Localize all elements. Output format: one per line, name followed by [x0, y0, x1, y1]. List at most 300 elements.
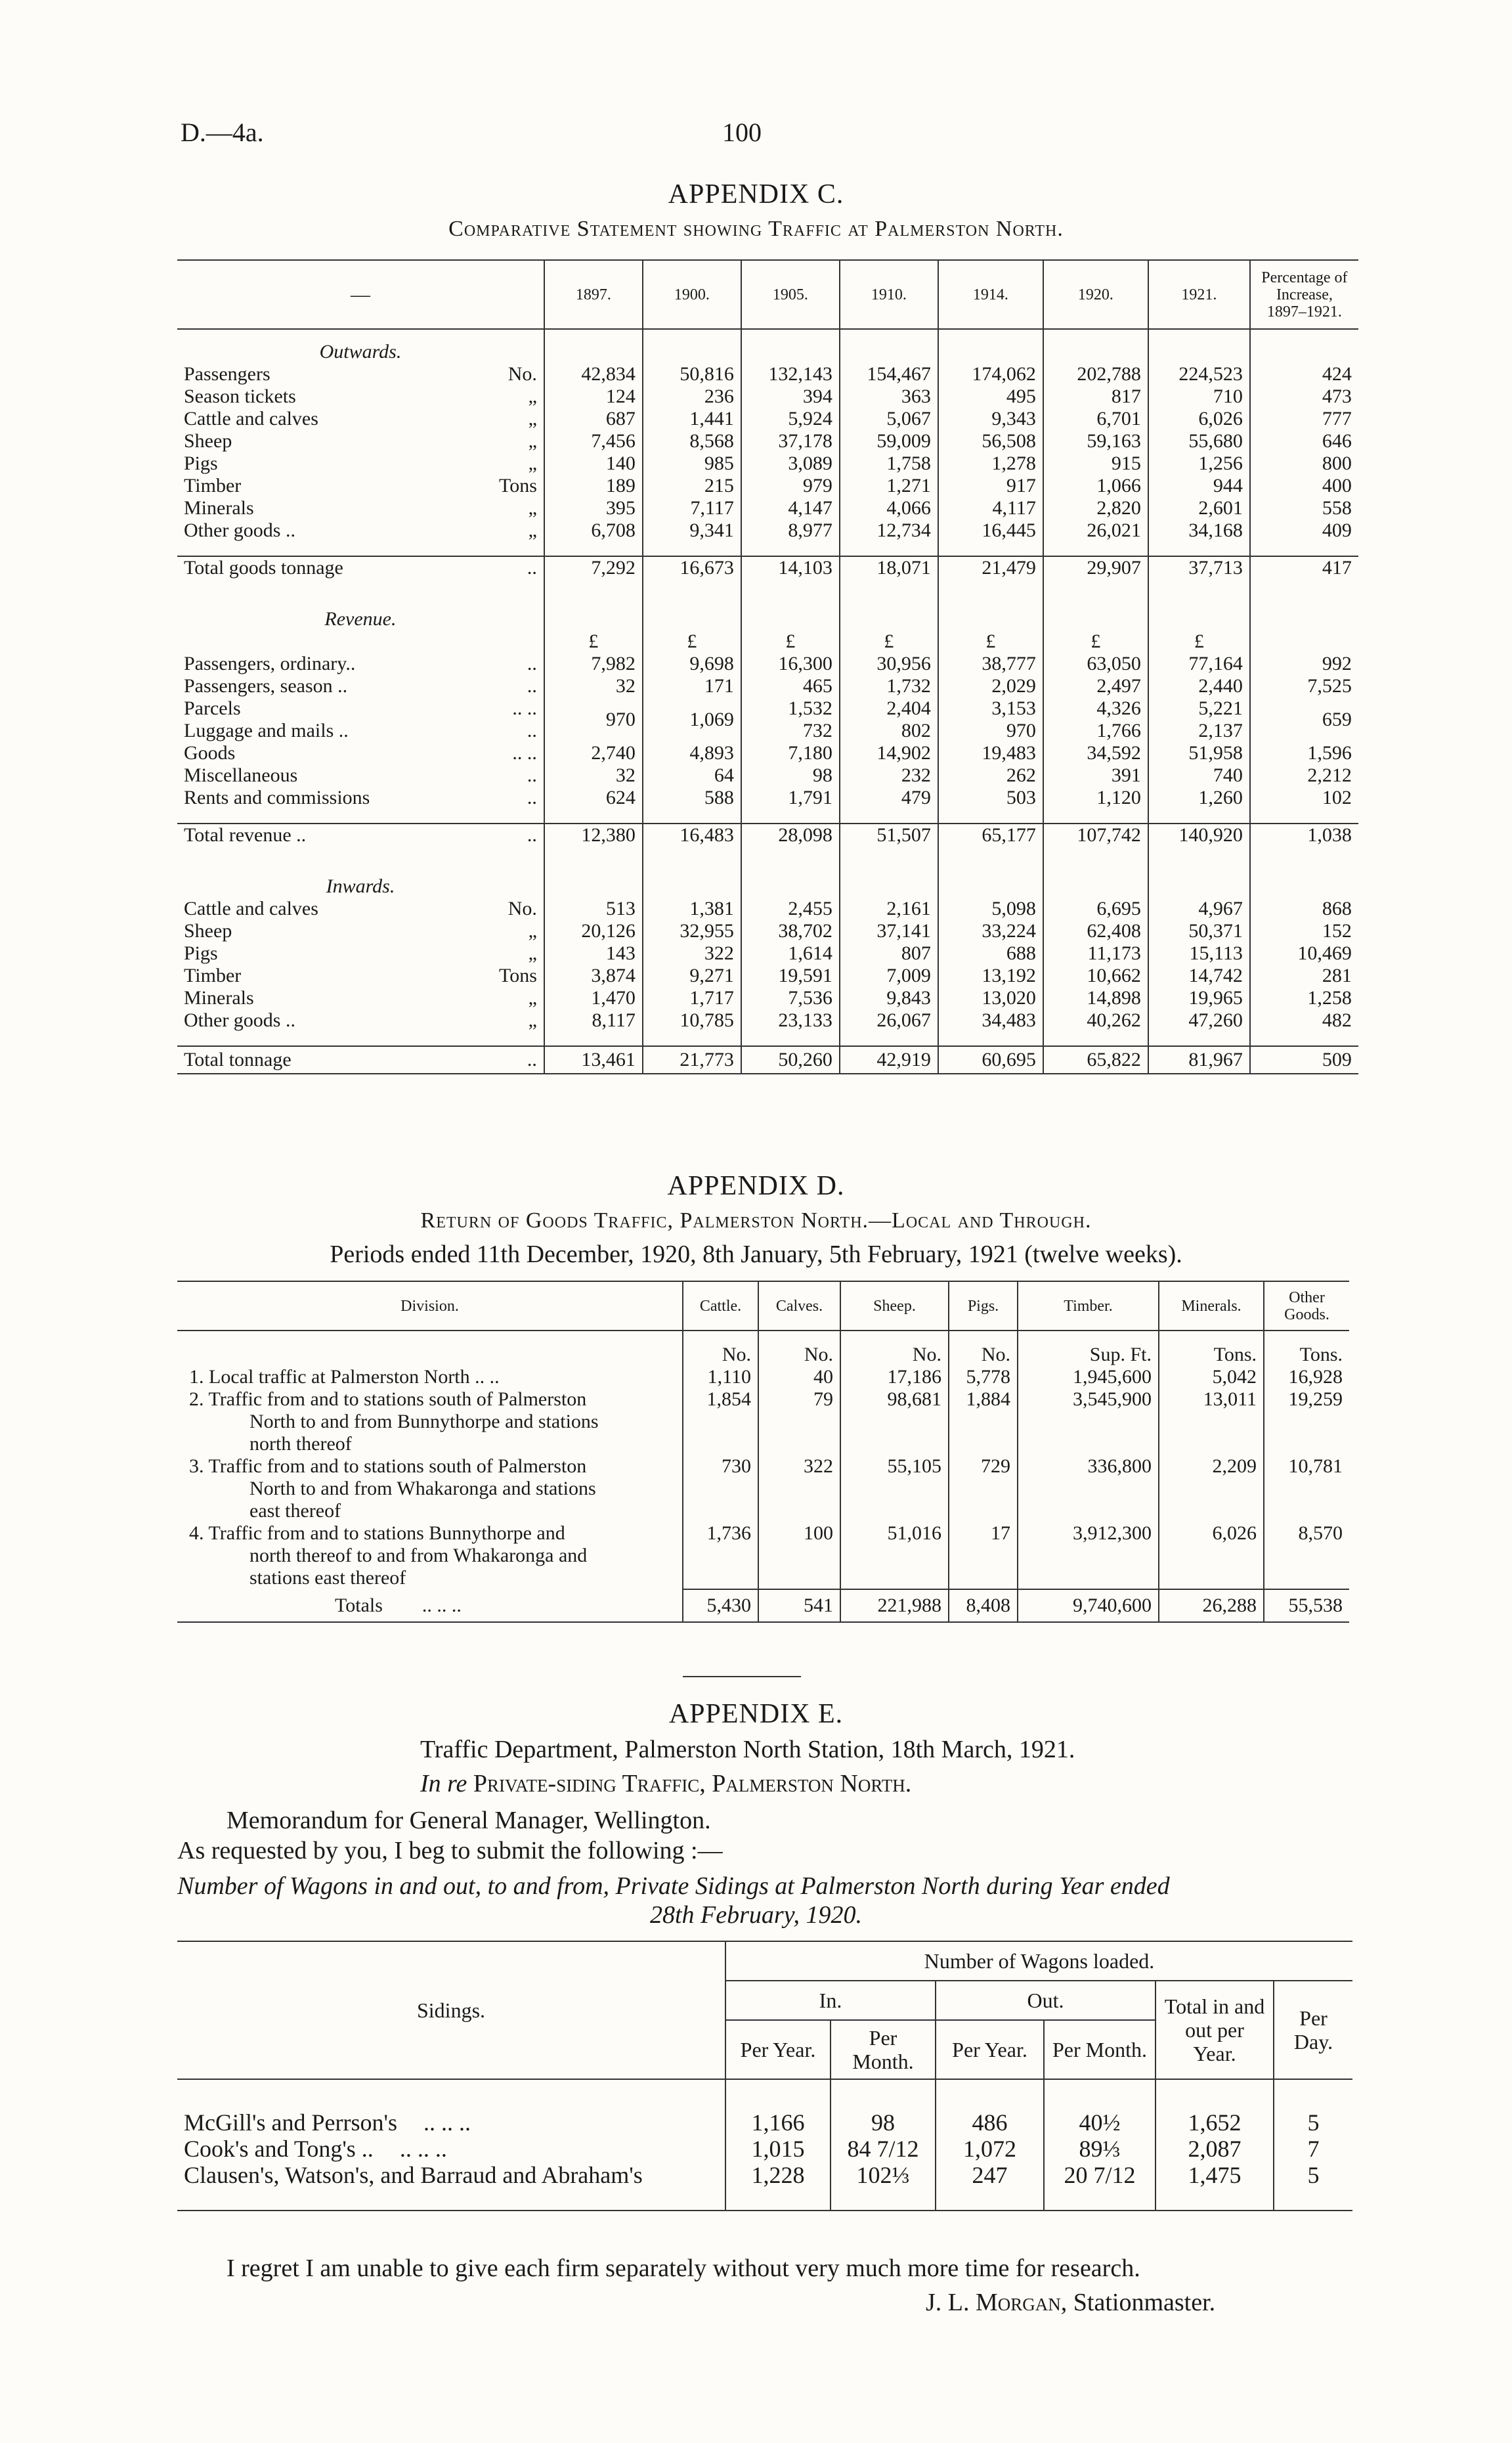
spacer-row [177, 542, 1358, 556]
cell-value: 1,596 [1250, 742, 1358, 764]
cell-value: 7 [1274, 2136, 1352, 2162]
cell-value: 19,965 [1148, 987, 1250, 1009]
unit-label: No. [949, 1344, 1018, 1366]
cell-value: 10,469 [1250, 942, 1358, 965]
revenue-row [177, 742, 1358, 764]
cell-value: 14,898 [1043, 987, 1148, 1009]
cell-value: 51,958 [1148, 742, 1250, 764]
appendix-d-table-wrapper [177, 1281, 1349, 1623]
cell-value: 2,740 [544, 742, 643, 764]
row-unit: No. [508, 363, 537, 385]
cell-value: 915 [1043, 452, 1148, 475]
cell-value: 2,440 [1148, 675, 1250, 697]
cell-value: 817 [1043, 385, 1148, 408]
cell-value: 107,742 [1043, 824, 1148, 847]
total-goods-row [177, 556, 1358, 579]
row-dots: .. .. [512, 742, 537, 764]
cell-value: 7,536 [741, 987, 840, 1009]
cell-value: 236 [643, 385, 741, 408]
inwards-row [177, 1009, 1358, 1032]
row-label-text: Minerals [184, 987, 254, 1009]
cell-value: 730 [683, 1455, 758, 1522]
cell-value: 5,221 [1148, 697, 1250, 720]
cell-value: 1,166 [725, 2109, 831, 2136]
cell-value: 21,479 [938, 556, 1043, 579]
division-label-line: North to and from Bunnythorpe and stations [249, 1411, 599, 1432]
row-label: Rents and commissions [184, 787, 370, 808]
cell-value: 395 [544, 497, 643, 519]
division-row [177, 1522, 1349, 1589]
cell-value: 1,120 [1043, 787, 1148, 809]
division-row [177, 1388, 1349, 1455]
row-dots: .. .. [512, 697, 537, 719]
row-label [177, 824, 492, 847]
row-label-text: Timber [184, 475, 242, 496]
cell-value: 5 [1274, 2162, 1352, 2188]
cell-value: 102⅓ [831, 2162, 936, 2188]
revenue-row [177, 697, 1358, 720]
revenue-row [177, 720, 1358, 742]
cell-value: 64 [643, 764, 741, 787]
row-unit: „ [528, 519, 537, 541]
cell-value: 868 [1250, 898, 1358, 920]
spacer-row [177, 2079, 1352, 2109]
total-value: 55,538 [1264, 1589, 1349, 1622]
cell-value: 55,105 [840, 1455, 949, 1522]
cell-value: 710 [1148, 385, 1250, 408]
cell-value: 2,161 [840, 898, 938, 920]
row-label-text: Total tonnage [184, 1049, 292, 1070]
cell-value: 5,067 [840, 408, 938, 430]
appendix-e-caption-line1: Number of Wagons in and out, to and from, Private Sidings at Palmerston North during Year ended [177, 1872, 1170, 1900]
siding-name-text: Clausen's, Watson's, and Barraud and Abraham's [184, 2162, 643, 2188]
cell-value: 84 7/12 [831, 2136, 936, 2162]
row-label-text: Total revenue .. [184, 824, 307, 846]
cell-value: 262 [938, 764, 1043, 787]
total-value: 8,408 [949, 1589, 1018, 1622]
appendix-c-table-wrapper [177, 259, 1358, 1074]
section-label-row [177, 875, 1358, 898]
revenue-row [177, 675, 1358, 697]
cell-value: 4,147 [741, 497, 840, 519]
cell-value: 152 [1250, 920, 1358, 942]
row-label: Parcels [184, 697, 241, 719]
cell-value: 19,259 [1264, 1388, 1349, 1455]
row-unit: „ [528, 452, 537, 474]
cell-value: 336,800 [1018, 1455, 1159, 1522]
col-header-in-per-month: Per Month. [831, 2020, 936, 2079]
cell-value: 424 [1250, 363, 1358, 385]
cell-value: 11,173 [1043, 942, 1148, 965]
cell-value: 409 [1250, 519, 1358, 542]
unit-label: No. [683, 1344, 758, 1366]
cell-value: 13,020 [938, 987, 1043, 1009]
cell-value: 59,009 [840, 430, 938, 452]
cell-value: 4,066 [840, 497, 938, 519]
row-label: Miscellaneous [184, 764, 298, 786]
pound-sign: £ [938, 630, 1043, 653]
col-header-blank: — [350, 283, 370, 305]
row-label [177, 519, 492, 542]
cell-value: 14,103 [741, 556, 840, 579]
cell-value: 30,956 [840, 653, 938, 675]
row-unit: „ [528, 1009, 537, 1031]
cell-value: 40,262 [1043, 1009, 1148, 1032]
section-label-row [177, 608, 1358, 630]
cell-value: 50,371 [1148, 920, 1250, 942]
cell-value: 1,884 [949, 1388, 1018, 1455]
row-label [177, 942, 492, 965]
cell-value: 807 [840, 942, 938, 965]
unit-label: No. [840, 1344, 949, 1366]
cell-value: 56,508 [938, 430, 1043, 452]
division-row [177, 1366, 1349, 1388]
outwards-row [177, 497, 1358, 519]
row-label-text: Other goods .. [184, 519, 295, 541]
totals-label [177, 1589, 683, 1622]
row-label [177, 1046, 492, 1074]
cell-value: 9,698 [643, 653, 741, 675]
cell-value: 98 [831, 2109, 936, 2136]
row-label-text: Pigs [184, 452, 218, 474]
cell-value: 3,545,900 [1018, 1388, 1159, 1455]
cell-value: 14,902 [840, 742, 938, 764]
siding-row [177, 2109, 1352, 2136]
cell-value: 143 [544, 942, 643, 965]
row-dots: .. [527, 653, 537, 674]
parcels-luggage-1900: 1,069 [643, 697, 741, 742]
cell-value: 19,483 [938, 742, 1043, 764]
division-label [177, 1455, 683, 1522]
cell-value: 4,967 [1148, 898, 1250, 920]
section-label: Revenue. [324, 608, 397, 630]
spacer-row [177, 329, 1358, 341]
cell-value: 224,523 [1148, 363, 1250, 385]
cell-value: 7,456 [544, 430, 643, 452]
row-label [177, 1009, 492, 1032]
cell-value: 400 [1250, 475, 1358, 497]
cell-value: 688 [938, 942, 1043, 965]
row-label-text: Sheep [184, 920, 232, 942]
row-unit: „ [528, 408, 537, 429]
section-label-row [177, 341, 1358, 363]
cell-value: 154,467 [840, 363, 938, 385]
cell-value: 8,117 [544, 1009, 643, 1032]
cell-value: 55,680 [1148, 430, 1250, 452]
cell-value: 479 [840, 787, 938, 809]
cell-value: 1,110 [683, 1366, 758, 1388]
cell-value: 322 [643, 942, 741, 965]
row-label-text: Passengers [184, 363, 270, 385]
cell-value: 800 [1250, 452, 1358, 475]
cell-value: 1,791 [741, 787, 840, 809]
row-label [177, 965, 492, 987]
cell-value: 100 [758, 1522, 840, 1589]
cell-value: 1,278 [938, 452, 1043, 475]
cell-value: 12,380 [544, 824, 643, 847]
row-label [177, 363, 492, 385]
currency-row [177, 630, 1358, 653]
cell-value: 1,470 [544, 987, 643, 1009]
outwards-row [177, 519, 1358, 542]
col-header-division: Division. [400, 1297, 459, 1315]
col-header-percentage: Percentage of Increase, 1897–1921. [1250, 260, 1358, 329]
row-dots: .. [527, 764, 537, 786]
cell-value: 21,773 [643, 1046, 741, 1074]
col-group-in: In. [725, 1981, 936, 2020]
spacer-row [177, 809, 1358, 824]
spacer-row [177, 1032, 1358, 1046]
cell-value: 1,652 [1156, 2109, 1274, 2136]
cell-value: 16,483 [643, 824, 741, 847]
appendix-e-request: As requested by you, I beg to submit the following :— [177, 1837, 723, 1864]
section-label: Inwards. [326, 875, 395, 897]
in-re-subject: Private-siding Traffic, Palmerston North. [473, 1770, 912, 1797]
division-label-line: east thereof [249, 1500, 341, 1522]
cell-value: 50,260 [741, 1046, 840, 1074]
division-label-line: north thereof to and from Whakaronga and [249, 1545, 588, 1566]
cell-value: 5,098 [938, 898, 1043, 920]
cell-value: 28,098 [741, 824, 840, 847]
appendix-c-subtitle: Comparative Statement showing Traffic at Palmerston North. [448, 217, 1064, 241]
cell-value: 13,192 [938, 965, 1043, 987]
cell-value: 38,777 [938, 653, 1043, 675]
cell-value: 98 [741, 764, 840, 787]
cell-value: 4,117 [938, 497, 1043, 519]
row-label-text: Pigs [184, 942, 218, 964]
cell-value: 391 [1043, 764, 1148, 787]
page-number: 100 [722, 118, 762, 147]
division-label-line: 1. Local traffic at Palmerston North .. .. [189, 1366, 500, 1388]
siding-name-text: McGill's and Perrson's [184, 2109, 397, 2136]
division-row [177, 1455, 1349, 1522]
col-header-1920: 1920. [1043, 260, 1148, 329]
row-label [177, 920, 492, 942]
cell-value: 646 [1250, 430, 1358, 452]
cell-value: 1,614 [741, 942, 840, 965]
col-header-in-per-year: Per Year. [725, 2020, 831, 2079]
pound-sign: £ [1043, 630, 1148, 653]
appendix-e-signature [926, 2288, 1215, 2317]
cell-value: 16,673 [643, 556, 741, 579]
spacer-row [177, 847, 1358, 875]
division-label-line: 4. Traffic from and to stations Bunnythorpe and [189, 1522, 565, 1544]
cell-value: 140 [544, 452, 643, 475]
cell-value: 1,228 [725, 2162, 831, 2188]
row-label [177, 898, 492, 920]
cell-value: 1,015 [725, 2136, 831, 2162]
cell-value: 3,089 [741, 452, 840, 475]
outwards-row [177, 385, 1358, 408]
cell-value: 7,525 [1250, 675, 1358, 697]
cell-value: 1,732 [840, 675, 938, 697]
appendix-d-periods: Periods ended 11th December, 1920, 8th January, 5th February, 1921 (twelve weeks). [330, 1241, 1182, 1268]
cell-value: 9,843 [840, 987, 938, 1009]
cell-value: 33,224 [938, 920, 1043, 942]
cell-value: 495 [938, 385, 1043, 408]
revenue-row [177, 787, 1358, 809]
cell-value: 687 [544, 408, 643, 430]
cell-value: 3,912,300 [1018, 1522, 1159, 1589]
cell-value: 12,734 [840, 519, 938, 542]
cell-value: 8,568 [643, 430, 741, 452]
appendix-e-title: APPENDIX E. [668, 1699, 844, 1729]
spacer-row [177, 1331, 1349, 1344]
division-label [177, 1522, 683, 1589]
cell-value: 10,785 [643, 1009, 741, 1032]
cell-value: 51,507 [840, 824, 938, 847]
cell-value: 486 [936, 2109, 1044, 2136]
units-row [177, 1344, 1349, 1366]
appendix-e-memo: Memorandum for General Manager, Wellington. [227, 1807, 711, 1834]
col-header-per-day: Per Day. [1274, 1981, 1352, 2079]
cell-value: 40½ [1044, 2109, 1156, 2136]
cell-value: 34,592 [1043, 742, 1148, 764]
outwards-row [177, 475, 1358, 497]
row-unit: No. [508, 898, 537, 919]
traffic-comparison-table [177, 259, 1358, 1074]
cell-value: 79 [758, 1388, 840, 1455]
row-label [177, 408, 492, 430]
cell-value: 3,874 [544, 965, 643, 987]
totals-dots: .. .. .. [421, 1594, 462, 1616]
appendix-e-department: Traffic Department, Palmerston North Station, 18th March, 1921. [420, 1736, 1075, 1763]
cell-value: 37,141 [840, 920, 938, 942]
cell-value: 729 [949, 1455, 1018, 1522]
appendix-e-caption-line2: 28th February, 1920. [650, 1901, 862, 1929]
row-unit: „ [528, 385, 537, 407]
col-header-1914: 1914. [938, 260, 1043, 329]
cell-value: 89⅓ [1044, 2136, 1156, 2162]
cell-value: 7,180 [741, 742, 840, 764]
cell-value: 5,778 [949, 1366, 1018, 1388]
cell-value: 1,475 [1156, 2162, 1274, 2188]
cell-value: 394 [741, 385, 840, 408]
col-header-out-per-month: Per Month. [1044, 2020, 1156, 2079]
cell-value: 985 [643, 452, 741, 475]
cell-value: 7,117 [643, 497, 741, 519]
cell-value: 6,026 [1148, 408, 1250, 430]
cell-value: 10,662 [1043, 965, 1148, 987]
col-header-cattle: Cattle. [683, 1281, 758, 1331]
col-header-out-per-year: Per Year. [936, 2020, 1044, 2079]
cell-value: 247 [936, 2162, 1044, 2188]
row-label-text: Minerals [184, 497, 254, 519]
division-label-line: 2. Traffic from and to stations south of Palmerston [189, 1388, 587, 1410]
row-label [177, 475, 492, 497]
signature-name: J. L. Morgan [926, 2289, 1061, 2316]
cell-value: 37,178 [741, 430, 840, 452]
col-header-total: Total in and out per Year. [1156, 1981, 1274, 2079]
pound-sign: £ [643, 630, 741, 653]
cell-value: 1,766 [1043, 720, 1148, 742]
cell-value: 23,133 [741, 1009, 840, 1032]
cell-value: 2,087 [1156, 2136, 1274, 2162]
cell-value: 14,742 [1148, 965, 1250, 987]
siding-dots: .. .. .. [423, 2109, 471, 2136]
cell-value: 2,497 [1043, 675, 1148, 697]
cell-value: 63,050 [1043, 653, 1148, 675]
unit-label: Tons. [1264, 1344, 1349, 1366]
cell-value: 740 [1148, 764, 1250, 787]
col-header-minerals: Minerals. [1159, 1281, 1264, 1331]
cell-value: 802 [840, 720, 938, 742]
cell-value: 1,072 [936, 2136, 1044, 2162]
col-header-other-goods: Other Goods. [1264, 1281, 1349, 1331]
row-dots: .. [527, 1049, 537, 1070]
cell-value: 60,695 [938, 1046, 1043, 1074]
cell-value: 5,924 [741, 408, 840, 430]
siding-name [177, 2162, 725, 2188]
appendix-c-title: APPENDIX C. [668, 179, 844, 209]
row-label [177, 497, 492, 519]
cell-value: 189 [544, 475, 643, 497]
cell-value: 558 [1250, 497, 1358, 519]
section-label: Outwards. [319, 341, 402, 363]
col-header-calves: Calves. [758, 1281, 840, 1331]
row-unit: Tons [499, 475, 537, 496]
row-dots: .. [527, 824, 537, 846]
cell-value: 2,404 [840, 697, 938, 720]
inwards-row [177, 965, 1358, 987]
cell-value: 20,126 [544, 920, 643, 942]
appendix-e-table-wrapper [177, 1941, 1352, 2211]
cell-value: 979 [741, 475, 840, 497]
cell-value: 15,113 [1148, 942, 1250, 965]
cell-value: 473 [1250, 385, 1358, 408]
revenue-row [177, 764, 1358, 787]
row-unit: Tons [499, 965, 537, 986]
cell-value: 20 7/12 [1044, 2162, 1156, 2188]
unit-label: Tons. [1159, 1344, 1264, 1366]
col-header-timber: Timber. [1018, 1281, 1159, 1331]
cell-value: 174,062 [938, 363, 1043, 385]
outwards-row [177, 452, 1358, 475]
cell-value: 42,834 [544, 363, 643, 385]
cell-value: 2,820 [1043, 497, 1148, 519]
col-group-out: Out. [936, 1981, 1156, 2020]
col-header-1897: 1897. [544, 260, 643, 329]
revenue-row [177, 653, 1358, 675]
cell-value: 1,441 [643, 408, 741, 430]
row-unit: „ [528, 942, 537, 964]
row-label-text: Cattle and calves [184, 898, 318, 919]
appendix-d-title: APPENDIX D. [667, 1171, 845, 1201]
col-header-1910: 1910. [840, 260, 938, 329]
cell-value: 970 [938, 720, 1043, 742]
row-label: Passengers, season .. [184, 675, 348, 697]
cell-value: 2,455 [741, 898, 840, 920]
cell-value: 6,695 [1043, 898, 1148, 920]
wagons-table [177, 1941, 1352, 2211]
row-dots: .. [527, 675, 537, 697]
cell-value: 42,919 [840, 1046, 938, 1074]
col-header-sidings: Sidings. [416, 1998, 486, 2022]
row-label [177, 452, 492, 475]
cell-value: 6,026 [1159, 1522, 1264, 1589]
cell-value: 1,532 [741, 697, 840, 720]
row-unit: „ [528, 920, 537, 942]
cell-value: 102 [1250, 787, 1358, 809]
outwards-row [177, 408, 1358, 430]
cell-value: 19,591 [741, 965, 840, 987]
cell-value: 281 [1250, 965, 1358, 987]
cell-value: 26,021 [1043, 519, 1148, 542]
totals-label-text: Totals [335, 1594, 383, 1616]
cell-value: 38,702 [741, 920, 840, 942]
cell-value: 1,256 [1148, 452, 1250, 475]
row-label [177, 385, 492, 408]
